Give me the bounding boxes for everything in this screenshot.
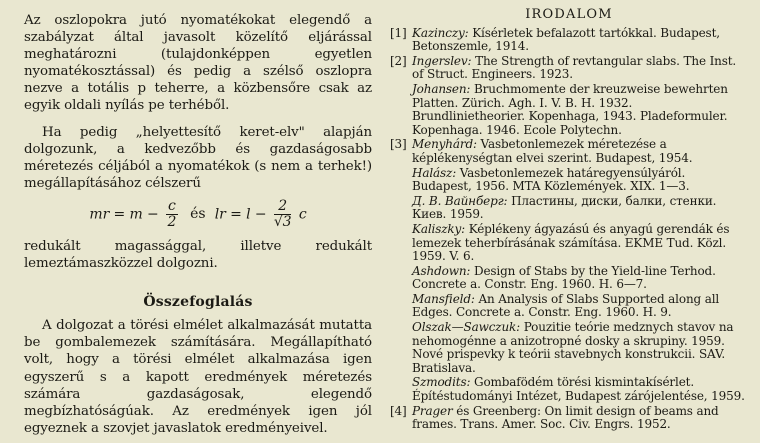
reference-text: The Strength of revtangular slabs. The Inst. of Struct. Engineers. 1923.	[412, 53, 737, 82]
right-column	[390, 8, 748, 433]
paragraph-2: Ha pedig „helyettesítő keret-elv" alapján dolgozunk, a kedvezőbb és gazdaságosabb méretezés céljából a nyomatékok (s nem a terhek!) megállapításához célszerű	[24, 124, 372, 191]
reference-number: [3]	[390, 137, 407, 152]
reference-group	[390, 138, 748, 403]
references-title: IRODALOM	[525, 7, 613, 22]
reference-text: Design of Stabs by the Yield-line Terhod. Concrete a. Constr. Eng. 1960. H. 6—7.	[412, 263, 716, 292]
formula-conjunction: és	[190, 206, 206, 223]
reference-text: Пластины, диски, балки, стенки. Киев. 1959.	[412, 193, 717, 222]
reference-author: Kaliszky:	[412, 221, 466, 236]
fraction-2-denominator: √3	[273, 213, 292, 230]
reference-entry	[412, 83, 748, 137]
formula	[24, 199, 372, 230]
reference-group	[390, 405, 748, 432]
reference-text: Vasbetonlemezek határegyensúlyáról. Budapest, 1956. MTA Közlemények. XIX. 1—3.	[412, 165, 690, 194]
summary-title: Összefoglalás	[143, 294, 253, 311]
reference-entry	[412, 138, 748, 165]
fraction-1-denominator: 2	[167, 213, 177, 230]
reference-entry	[412, 167, 748, 194]
reference-entry	[412, 195, 748, 222]
reference-entry	[412, 265, 748, 292]
reference-author: Ashdown:	[412, 263, 471, 278]
reference-group	[390, 55, 748, 138]
reference-author: Johansen:	[412, 81, 471, 96]
formula-part-1: mr = m −	[89, 206, 159, 223]
reference-text: Vasbetonlemezek méretezése a képlékenységtan elvei szerint. Budapest, 1954.	[412, 137, 693, 165]
reference-author: Prager	[412, 403, 453, 418]
fraction-1	[166, 199, 178, 230]
reference-entry	[412, 27, 748, 54]
reference-number: [4]	[390, 403, 407, 418]
reference-entry	[412, 405, 748, 432]
reference-number: [1]	[390, 25, 407, 40]
reference-author: Д. В. Вайнберг:	[412, 193, 508, 208]
reference-text: Kísérletek befalazott tartókkal. Budapest, Betonszemle, 1914.	[412, 25, 720, 54]
reference-group	[390, 27, 748, 54]
formula-tail: c	[298, 206, 307, 223]
left-column	[24, 12, 372, 437]
reference-author: Ingerslev:	[412, 53, 472, 68]
summary-paragraph: A dolgozat a törési elmélet alkalmazását mutatta be gombalemezek számítására. Megállapítható volt, hogy a törési elmélet alkalmazása igen egyszerű s a kapott eredmények méretezés számára gazdaságosak, elegendő megbízhatóságúak. Az eredmények igen jól egyeznek a szovjet javaslatok eredményeivel.	[24, 318, 372, 436]
reference-author: Kazinczy:	[412, 25, 469, 40]
reference-entry	[412, 223, 748, 264]
paragraph-3: redukált magassággal, illetve redukált lemeztámaszközzel dolgozni.	[24, 238, 372, 272]
reference-entry	[412, 293, 748, 320]
reference-author: Szmodits:	[412, 375, 471, 390]
fraction-2-numerator: 2	[274, 199, 292, 215]
reference-list	[390, 27, 748, 432]
reference-author: Menyhárd:	[412, 137, 477, 152]
formula-part-2: lr = l −	[214, 206, 267, 223]
paragraph-1: Az oszlopokra jutó nyomatékokat elegendő a szabályzat által javasolt közelítő eljárással meghatározni (tulajdonképpen egyetlen nyomatékosztással) és pedig a szélső oszlopra nezve a totális p teherre, a közbensőre csak az egyik oldali nyílás pe terhéből.	[24, 13, 372, 114]
reference-entry	[412, 321, 748, 375]
reference-entry	[412, 376, 748, 403]
reference-author: Mansfield:	[412, 291, 475, 306]
reference-text: Gombafödém törési kismintakísérlet. Építéstudományi Intézet, Budapest zárójelentése, 1959.	[412, 375, 745, 404]
fraction-1-numerator: c	[168, 197, 176, 214]
fraction-2	[274, 199, 292, 230]
reference-text: Pouzitie teórie medznych stavov na nehomogénne a anizotropné dosky a skrupiny. 1959. Nové prispevky k teórii stavebnych konstrukcii. SAV. Bratislava.	[412, 320, 734, 375]
reference-text: és Greenberg: On limit design of beams and frames. Trans. Amer. Soc. Civ. Engrs. 1952.	[412, 403, 719, 432]
reference-text: Képlékeny ágyazású és anyagú gerendák és lemezek teherbírásának számítása. EKME Tud. Közl. 1959. V. 6.	[412, 221, 730, 264]
reference-text: An Analysis of Slabs Supported along all Edges. Concrete a. Constr. Eng. 1960. H. 9.	[412, 291, 720, 320]
reference-author: Olszak—Sawczuk:	[412, 320, 521, 335]
reference-author: Halász:	[412, 165, 457, 180]
reference-number: [2]	[390, 53, 407, 68]
reference-entry	[412, 55, 748, 82]
reference-text: Bruchmomente der kreuzweise bewehrten Platten. Zürich. Agh. I. V. B. H. 1932. Brundlinietheorier. Kopenhaga, 1943. Pladeformuler. Kopenhaga. 1946. Ecole Polytechn.	[412, 81, 728, 137]
